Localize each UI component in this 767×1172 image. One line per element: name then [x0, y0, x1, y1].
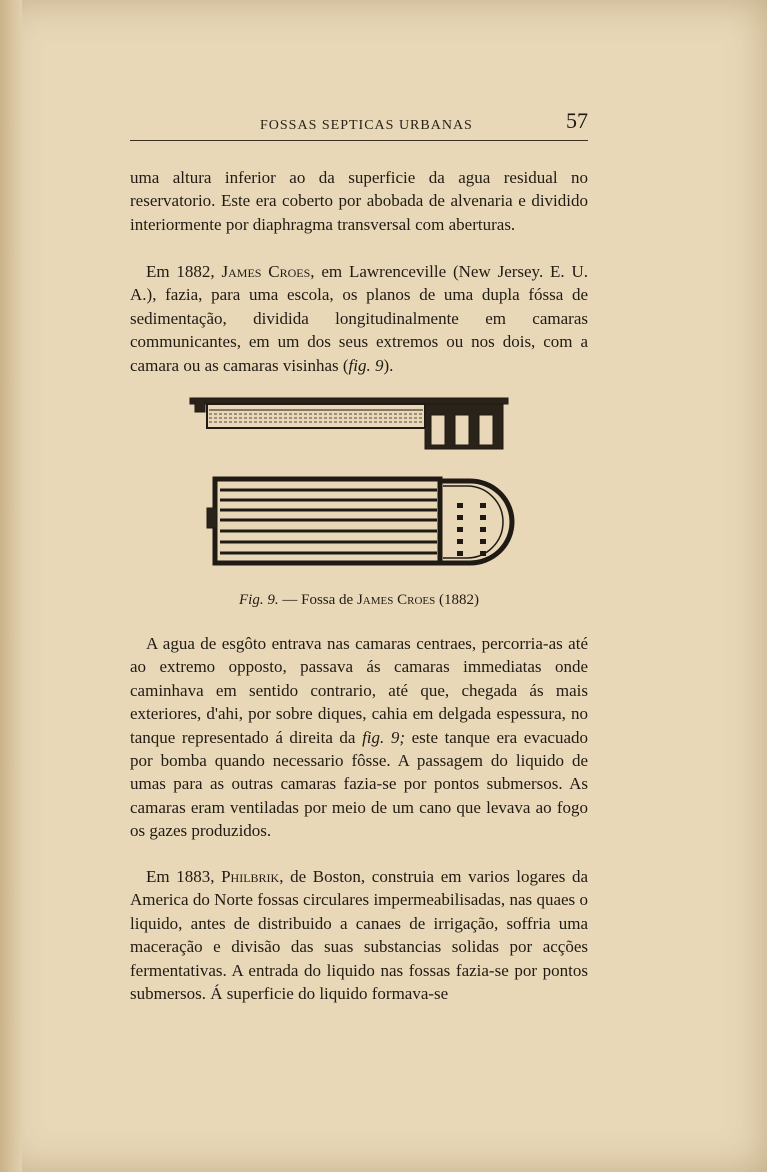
paragraph-3-part1: A agua de esgôto entrava nas camaras centraes, percorria-as até ao extremo opposto, passava ás camaras immediatas onde caminhava em sentido contrario, até que, chegada ás mais exteriores, d'ahi, por sobre diques, cahia em delgada espessura, no tanque representado á direita da	[130, 634, 588, 747]
paragraph-3-text	[130, 632, 588, 843]
paragraph-1-text: uma altura inferior ao da superficie da agua residual no reservatorio. Este era coberto por abobada de alvenaria e dividido interiormente por diaphragma transversal com aberturas.	[130, 168, 588, 234]
paragraph-4-body: , de Boston, construia em varios logares da America do Norte fossas circulares impermeabilisadas, nas quaes o liquido, antes de distribuido a canaes de irrigação, soffria uma maceração e divisão das suas substancias solidas por acções fermentativas. A entrada do liquido nas fossas fazia-se por pontos submersos. Á superficie do liquido formava-se	[130, 867, 588, 1004]
figure-caption-year: (1882)	[435, 592, 479, 608]
paragraph-2-prefix: Em 1882,	[146, 262, 222, 281]
figure-caption-dash: — Fossa de	[278, 592, 357, 608]
paragraph-2	[130, 260, 588, 377]
paragraph-1	[130, 166, 588, 236]
page-header	[130, 104, 588, 141]
figure-caption	[130, 592, 588, 609]
running-title: FOSSAS SEPTICAS URBANAS	[260, 118, 473, 133]
section-view	[190, 398, 508, 449]
paragraph-4	[130, 865, 588, 1005]
figure-reference: fig. 9	[348, 355, 384, 375]
paragraph-4-text	[130, 865, 588, 1005]
figure-label: Fig. 9.	[239, 592, 279, 608]
paragraph-2-middle: , em Lawrenceville (New Jersey. E. U. A.), fazia, para uma escola, os planos de uma dupla fóssa de sedimentação, dividida longitudinalmente em camaras communicantes, em um dos seus extremos ou nos dois, com a camara ou as camaras visinhas (	[130, 262, 589, 375]
page-number: 57	[566, 108, 588, 133]
author-name-philbrik: Philbrik	[221, 867, 280, 886]
author-name-croes: James Croes	[221, 262, 311, 281]
paragraph-4-prefix: Em 1883,	[146, 867, 222, 886]
figure-9-illustration	[185, 393, 515, 583]
figure-caption-name: James Croes	[356, 592, 436, 608]
figure-reference-2: fig. 9;	[362, 727, 405, 747]
paragraph-3-part2: este tanque era evacuado por bomba quando necessario fôsse. A passagem do liquido de umas para as outras camaras fazia-se por pontos submersos. As camaras eram ventiladas por meio de um cano que levava ao fogo os gazes produzidos.	[130, 727, 588, 841]
plan-view	[207, 479, 515, 565]
paragraph-3	[130, 632, 588, 843]
paragraph-2-text	[130, 260, 588, 377]
paragraph-2-suffix: ).	[383, 355, 394, 375]
